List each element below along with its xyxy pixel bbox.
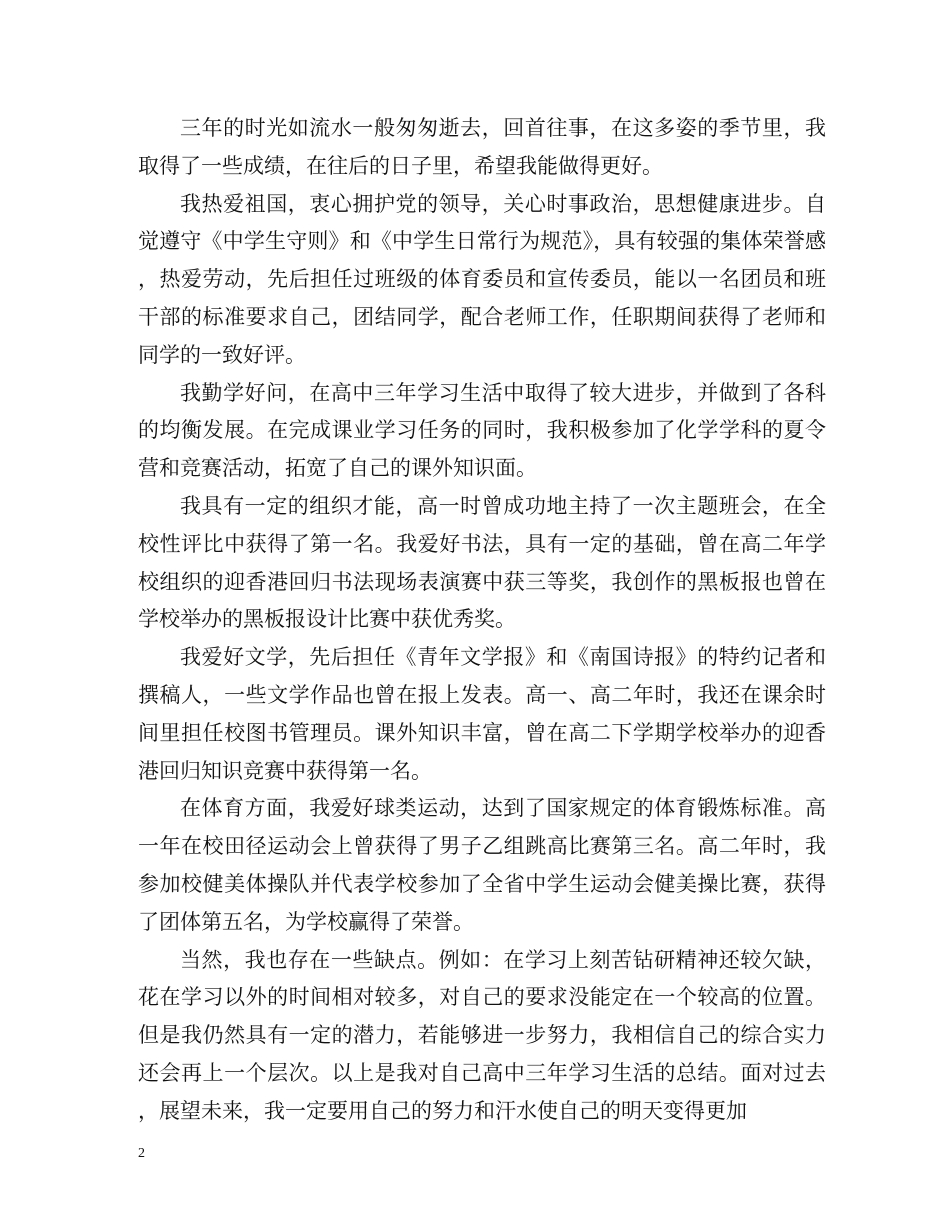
paragraph: 我爱好文学，先后担任《青年文学报》和《南国诗报》的特约记者和撰稿人，一些文学作品也曾在报上发表。高一、高二年时，我还在课余时间里担任校图书管理员。课外知识丰富，曾在高二下学期学校举办的迎香港回归知识竞赛中获得第一名。	[138, 645, 826, 783]
paragraph: 在体育方面，我爱好球类运动，达到了国家规定的体育锻炼标准。高一年在校田径运动会上曾获得了男子乙组跳高比赛第三名。高二年时，我参加校健美体操队并代表学校参加了全省中学生运动会健美操比赛，获得了团体第五名，为学校赢得了荣誉。	[138, 796, 826, 934]
paragraph: 我勤学好问，在高中三年学习生活中取得了较大进步，并做到了各科的均衡发展。在完成课业学习任务的同时，我积极参加了化学学科的夏令营和竞赛活动，拓宽了自己的课外知识面。	[138, 380, 826, 481]
paragraph: 我热爱祖国，衷心拥护党的领导，关心时事政治，思想健康进步。自觉遵守《中学生守则》和《中学生日常行为规范》，具有较强的集体荣誉感，热爱劳动，先后担任过班级的体育委员和宣传委员，能以一名团员和班干部的标准要求自己，团结同学，配合老师工作，任职期间获得了老师和同学的一致好评。	[138, 191, 826, 367]
paragraph: 三年的时光如流水一般匆匆逝去，回首往事，在这多姿的季节里，我取得了一些成绩，在往后的日子里，希望我能做得更好。	[138, 116, 826, 178]
paragraph: 我具有一定的组织才能，高一时曾成功地主持了一次主题班会，在全校性评比中获得了第一名。我爱好书法，具有一定的基础，曾在高二年学校组织的迎香港回归书法现场表演赛中获三等奖，我创作的黑板报也曾在学校举办的黑板报设计比赛中获优秀奖。	[138, 493, 826, 632]
document-body	[138, 110, 826, 1131]
paragraph: 当然，我也存在一些缺点。例如：在学习上刻苦钻研精神还较欠缺，花在学习以外的时间相对较多，对自己的要求没能定在一个较高的位置。但是我仍然具有一定的潜力，若能够进一步努力，我相信自己的综合实力还会再上一个层次。以上是我对自己高中三年学习生活的总结。面对过去，展望未来，我一定要用自己的努力和汗水使自己的明天变得更加	[138, 947, 826, 1123]
page-number: 2	[138, 1146, 145, 1161]
